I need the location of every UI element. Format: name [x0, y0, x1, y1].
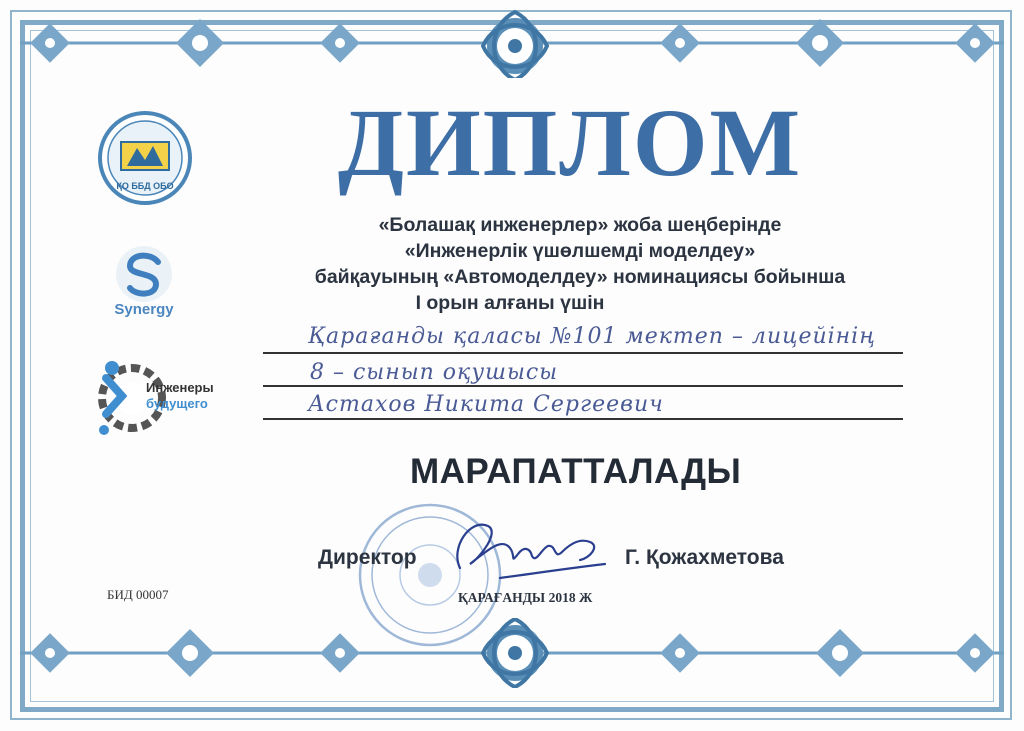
director-name: Г. Қожахметова	[625, 546, 784, 569]
director-label: Директор	[318, 546, 417, 569]
document-id: БИД 00007	[107, 587, 169, 602]
bottom-ornament-band	[20, 618, 1004, 688]
fill-line-3	[263, 418, 903, 420]
handwritten-student-name: Астахов Никита Сергеевич	[308, 392, 664, 417]
inzhenery-logo-line1: Инженеры	[146, 380, 214, 395]
subtitle-line-3: байқауының «Автомоделдеу» номинациясы бойынша	[314, 266, 846, 288]
top-ornament-band	[20, 8, 1004, 78]
director-signature	[440, 508, 615, 588]
subtitle-line-2: «Инженерлік үшөлшемді моделдеу»	[404, 240, 756, 262]
handwritten-school: Қарағанды қаласы №101 мектеп – лицейінің	[308, 324, 876, 349]
synergy-logo	[100, 240, 188, 320]
subtitle-line-4: І орын алғаны үшін	[415, 292, 605, 314]
synergy-logo-text: Synergy	[114, 301, 174, 318]
fill-line-2	[263, 385, 903, 387]
subtitle-line-1: «Болашақ инженерлер» жоба шеңберінде	[378, 214, 782, 236]
inzhenery-logo-line2: будущего	[146, 396, 208, 411]
kobbd-logo-text: ҚО ББД ОБО	[116, 181, 174, 191]
diploma-title: ДИПЛОМ	[337, 89, 803, 196]
fill-line-1	[263, 352, 903, 354]
award-heading: МАРАПАТТАЛАДЫ	[410, 452, 742, 491]
handwritten-class: 8 – сынып оқушысы	[310, 360, 559, 385]
kobbd-logo	[97, 108, 193, 208]
city-and-year: ҚАРАҒАНДЫ 2018 Ж	[458, 590, 593, 605]
inzhenery-logo	[92, 348, 222, 440]
